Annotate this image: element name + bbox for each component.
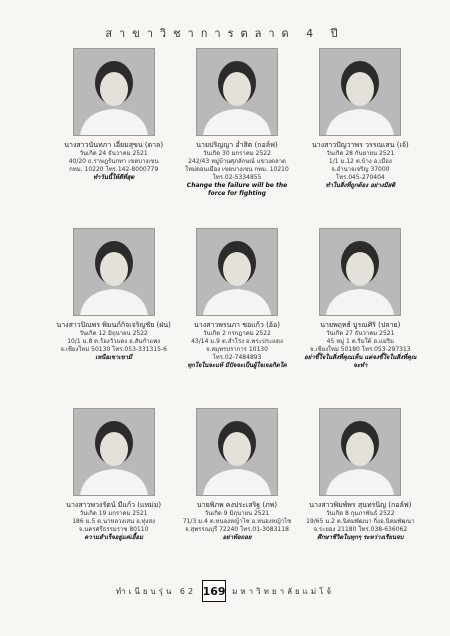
student-info-line: 45 หมู่ 1 ต.ริมใต้ อ.แม่ริม <box>326 338 394 345</box>
portrait-face <box>100 432 128 466</box>
student-info-line: 71/3 ม.4 ต.หนองหญ้าไซ อ.หนองหญ้าไซ <box>182 518 292 525</box>
student-motto: อย่าท้อถอย <box>222 534 252 541</box>
student-motto: ทุกใจในจะแท้ มีปัจจะเป็นผู้ใจเจอกิดใค <box>187 362 287 369</box>
portrait-face <box>100 252 128 286</box>
student-info-line: 19/65 ม.2 ต.นิคมพัฒนา กิ่งอ.นิคมพัฒนา <box>306 518 415 525</box>
student-motto: เหนือเขาเขามี <box>95 354 133 361</box>
student-photo <box>196 228 278 316</box>
student-info-line: จ.นครศรีธรรมราช 80110 <box>78 526 149 533</box>
student-name: นายพิภพ คงประเสริฐ (ภพ) <box>196 501 278 509</box>
student-photo <box>73 48 155 136</box>
student-name: นางสาวพิมพ์พร สุนทรนิญ (กอล์ฟ) <box>309 501 412 509</box>
student-info-line: วันเกิด 30 มกราคม 2522 <box>203 150 271 157</box>
student-info-line: 1/1 ม.12 ต.บ้าง อ.เมือง <box>328 158 392 165</box>
portrait-silhouette <box>197 49 277 135</box>
student-motto: ศึกษาชีวิตในทุกๆ ระหว่างเรียนจบ <box>317 534 404 541</box>
student-info-line: วันเกิด 27 ธันวาคม 2521 <box>326 330 395 337</box>
student-photo <box>196 408 278 496</box>
student-card <box>299 48 422 228</box>
student-info-line: 242/43 หมู่บ้านศุภลักษณ์ แขวงตลาด <box>188 158 286 165</box>
student-name: นางสาวพรนภา ชอแก้ว (อ้อ) <box>194 321 280 329</box>
student-name: นายพฤทธ์ บูรณศิริ (ปลาย) <box>320 321 401 329</box>
portrait-face <box>346 252 374 286</box>
student-card <box>52 228 175 408</box>
student-info-line: ใหม่ดอนเมือง เขตบางเขน กทม. 10210 <box>185 166 289 173</box>
student-card <box>175 228 298 408</box>
student-grid <box>52 48 422 588</box>
student-photo <box>319 228 401 316</box>
student-info-line: โทร.02-5334855 <box>212 174 262 181</box>
portrait-face <box>223 432 251 466</box>
portrait-face <box>346 432 374 466</box>
portrait-silhouette <box>74 49 154 135</box>
student-info-line: 43/14 ม.9 ต.สำโรง อ.พระประแดง <box>191 338 283 345</box>
portrait-silhouette <box>74 229 154 315</box>
student-info-line: จ.เชียงใหม่ 50180 โทร.053-297313 <box>310 346 411 353</box>
student-info-line: วันเกิด 9 มิถุนายน 2521 <box>204 510 270 517</box>
student-info-line: 40/20 ถ.ราษฎร์นกทา เขตบางเขน <box>68 158 159 165</box>
student-info-line: วันเกิด 8 กุมภาพันธ์ 2522 <box>326 510 395 517</box>
student-name: นางสาวนันทภา เอี่ยมสุขน (ตาล) <box>64 141 164 149</box>
student-motto: ทำวันนี้ให้ดีที่สุด <box>93 174 135 181</box>
portrait-face <box>100 72 128 106</box>
student-photo <box>319 408 401 496</box>
student-info-line: วันเกิด 28 กันยายน 2521 <box>326 150 395 157</box>
page-number: 169 <box>202 580 226 602</box>
portrait-silhouette <box>320 49 400 135</box>
student-card <box>52 408 175 588</box>
footer-university: มหาวิทยาลัยแม่โจ้ <box>232 586 335 596</box>
student-info-line: วันเกิด 2 กรกฎาคม 2522 <box>203 330 271 337</box>
student-info-line: 186 ม.5 ต.นาหลวงเสน อ.ทุ่งสง <box>72 518 156 525</box>
student-card <box>299 408 422 588</box>
student-card <box>175 48 298 228</box>
footer-book-title: ทำเนียบรุ่น 62 <box>115 586 197 596</box>
page-footer <box>0 579 450 603</box>
student-info-line: จ.ระยอง 21180 โทร.038-636062 <box>313 526 408 533</box>
student-card <box>299 228 422 408</box>
portrait-face <box>223 72 251 106</box>
student-photo <box>73 408 155 496</box>
student-info-line: จ.เชียงใหม่ 50130 โทร.053-331315-6 <box>60 346 167 353</box>
student-photo <box>73 228 155 316</box>
student-name: นางสาวปัญวาพร วรรณเสน (เจ้) <box>311 141 409 149</box>
student-motto: Change the failure will be the force for fighting <box>186 182 288 197</box>
student-name: นางสาวพวงรัตน์ มีแก้ว (แหม่ม) <box>66 501 162 509</box>
student-motto: ทำในสิ่งที่ถูกต้อง อย่างมีสติ <box>325 182 396 189</box>
student-info-line: จ.อำนาจเจริญ 37000 <box>331 166 390 173</box>
student-motto: อย่าขี้ใจในสิ่งที่คุณเห็น แต่จงขี้ใจในสิ่งที่คุณจะทำ <box>304 354 417 369</box>
student-name: นายปริญญา อ่ำสิต (กอล์ฟ) <box>196 141 278 149</box>
portrait-silhouette <box>320 229 400 315</box>
student-card <box>175 408 298 588</box>
student-motto: ความสำเร็จอยู่แค่เอื้อม <box>84 534 144 541</box>
student-info-line: จ.สุพรรณบุรี 72240 โทร.01-3083118 <box>185 526 289 533</box>
student-info-line: จ.สมุทรปราการ 10130 <box>206 346 268 353</box>
student-info-line: โทร.045-270404 <box>335 174 385 181</box>
student-info-line: โทร.02-7484893 <box>212 354 262 361</box>
portrait-face <box>223 252 251 286</box>
student-info-line: วันเกิด 12 มิถุนายน 2522 <box>79 330 148 337</box>
portrait-silhouette <box>74 409 154 495</box>
student-info-line: กทม. 10220 โทร.142-8000779 <box>69 166 159 173</box>
portrait-face <box>346 72 374 106</box>
student-name: นางสาวปิณพร พิมนภ์กิจเจริญชัย (ฝน) <box>56 321 171 329</box>
student-info-line: 10/1 ม.8 ต.ร้องวัวแดง อ.สันกำแพง <box>67 338 161 345</box>
student-card <box>52 48 175 228</box>
portrait-silhouette <box>197 409 277 495</box>
section-title: สาขาวิชาการตลาด 4 ปี <box>105 27 345 40</box>
student-photo <box>196 48 278 136</box>
student-info-line: วันเกิด 19 มกราคม 2521 <box>79 510 148 517</box>
student-photo <box>319 48 401 136</box>
portrait-silhouette <box>320 409 400 495</box>
student-info-line: วันเกิด 24 ธันวาคม 2521 <box>79 150 148 157</box>
portrait-silhouette <box>197 229 277 315</box>
